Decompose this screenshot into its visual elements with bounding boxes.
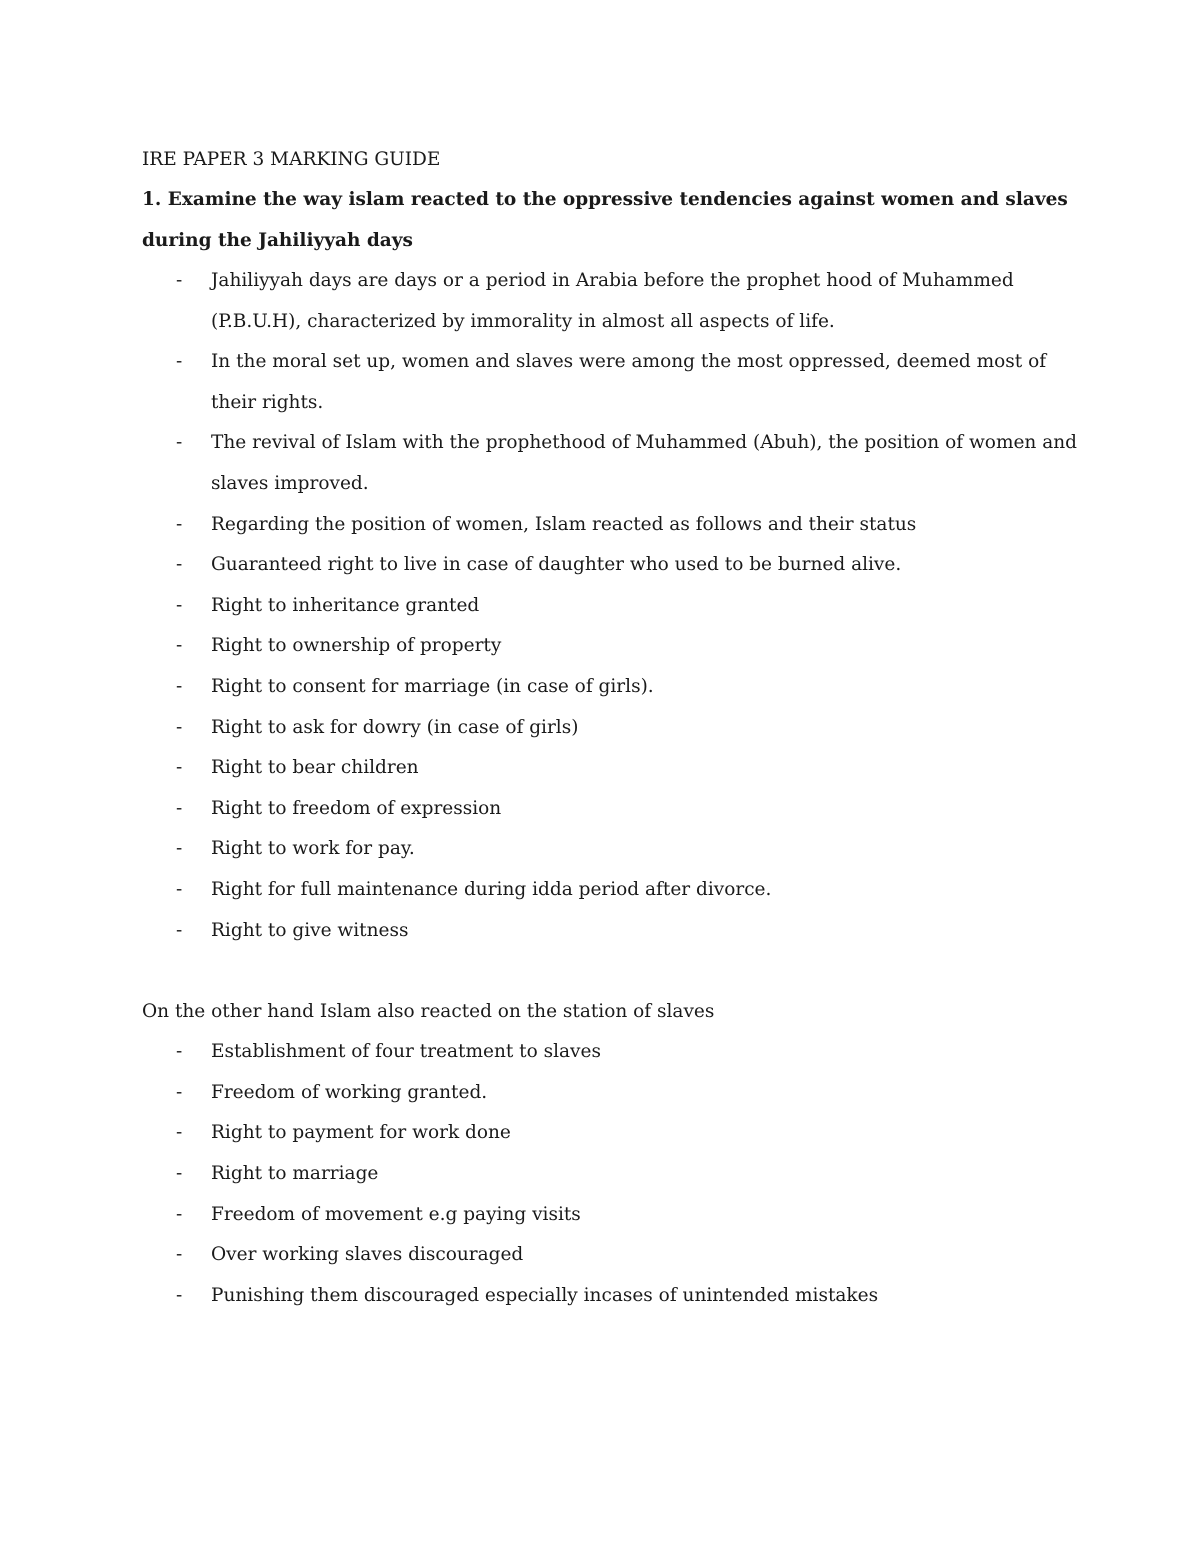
dash-marker: -	[176, 1284, 183, 1306]
list-item-text: Right to inheritance granted	[211, 594, 480, 616]
list-item-text: Right to marriage	[211, 1163, 379, 1185]
list-item-text: Freedom of working granted.	[211, 1081, 488, 1103]
dash-marker: -	[176, 1041, 183, 1063]
dash-marker: -	[176, 1244, 183, 1266]
document-title: IRE PAPER 3 MARKING GUIDE	[142, 149, 441, 170]
list-item-text: Right to give witness	[211, 919, 409, 941]
dash-marker: -	[176, 270, 183, 291]
dash-marker: -	[176, 1163, 183, 1185]
dash-marker: -	[176, 351, 183, 373]
list-item	[142, 505, 1082, 546]
women-points-list	[142, 261, 1082, 951]
list-item-text: Regarding the position of women, Islam reacted as follows and their status	[211, 513, 917, 535]
list-item	[142, 423, 1082, 504]
list-item-text: Right to ownership of property	[211, 635, 502, 657]
list-item-text: Punishing them discouraged especially incases of unintended mistakes	[211, 1284, 879, 1306]
dash-marker: -	[176, 838, 183, 860]
list-item	[142, 1032, 1082, 1073]
dash-marker: -	[176, 716, 183, 738]
dash-marker: -	[176, 513, 183, 535]
list-item-text: Jahiliyyah days are days or a period in Arabia before the prophet hood of Muhammed (P.B.U.H), characterized by immorality in almost all aspects of life.	[211, 270, 1014, 332]
list-item	[142, 1195, 1082, 1236]
list-item	[142, 748, 1082, 789]
list-item	[142, 626, 1082, 667]
list-item	[142, 708, 1082, 749]
document-body	[142, 140, 1082, 1316]
list-item	[142, 1154, 1082, 1195]
slaves-points-list	[142, 1032, 1082, 1316]
dash-marker: -	[176, 594, 183, 616]
list-item-text: Right to bear children	[211, 757, 419, 779]
dash-marker: -	[176, 675, 183, 697]
list-item-text: In the moral set up, women and slaves were among the most oppressed, deemed most of their rights.	[211, 351, 1047, 413]
list-item-text: Right to freedom of expression	[211, 797, 502, 819]
list-item-text: Guaranteed right to live in case of daughter who used to be burned alive.	[211, 554, 902, 576]
list-item-text: Right to ask for dowry (in case of girls)	[211, 716, 579, 738]
dash-marker: -	[176, 797, 183, 819]
dash-marker: -	[176, 635, 183, 657]
list-item-text: Freedom of movement e.g paying visits	[211, 1203, 581, 1225]
question-1: 1. Examine the way islam reacted to the oppressive tendencies against women and slaves during the Jahiliyyah days	[142, 189, 1068, 251]
list-item-text: Right to work for pay.	[211, 838, 415, 860]
list-item	[142, 789, 1082, 830]
dash-marker: -	[176, 878, 183, 900]
dash-marker: -	[176, 757, 183, 779]
list-item-text: The revival of Islam with the prophethood of Muhammed (Abuh), the position of women and slaves improved.	[211, 432, 1078, 494]
list-item	[142, 667, 1082, 708]
list-item	[142, 342, 1082, 423]
list-item-text: Establishment of four treatment to slaves	[211, 1041, 601, 1063]
list-item	[142, 1113, 1082, 1154]
dash-marker: -	[176, 1203, 183, 1225]
list-item	[142, 870, 1082, 911]
list-item	[142, 829, 1082, 870]
list-item	[142, 545, 1082, 586]
list-item	[142, 1276, 1082, 1317]
list-item-text: Right to consent for marriage (in case of girls).	[211, 675, 654, 697]
list-item	[142, 586, 1082, 627]
list-item-text: Over working slaves discouraged	[211, 1244, 524, 1266]
list-item-text: Right for full maintenance during idda period after divorce.	[211, 878, 772, 900]
dash-marker: -	[176, 1122, 183, 1144]
list-item-text: Right to payment for work done	[211, 1122, 511, 1144]
list-item	[142, 1235, 1082, 1276]
dash-marker: -	[176, 919, 183, 941]
dash-marker: -	[176, 1081, 183, 1103]
list-item	[142, 261, 1082, 342]
list-item	[142, 1073, 1082, 1114]
slaves-intro: On the other hand Islam also reacted on the station of slaves	[142, 1000, 715, 1022]
paragraph-spacer	[142, 951, 1082, 992]
list-item	[142, 911, 1082, 952]
dash-marker: -	[176, 432, 183, 454]
dash-marker: -	[176, 554, 183, 576]
